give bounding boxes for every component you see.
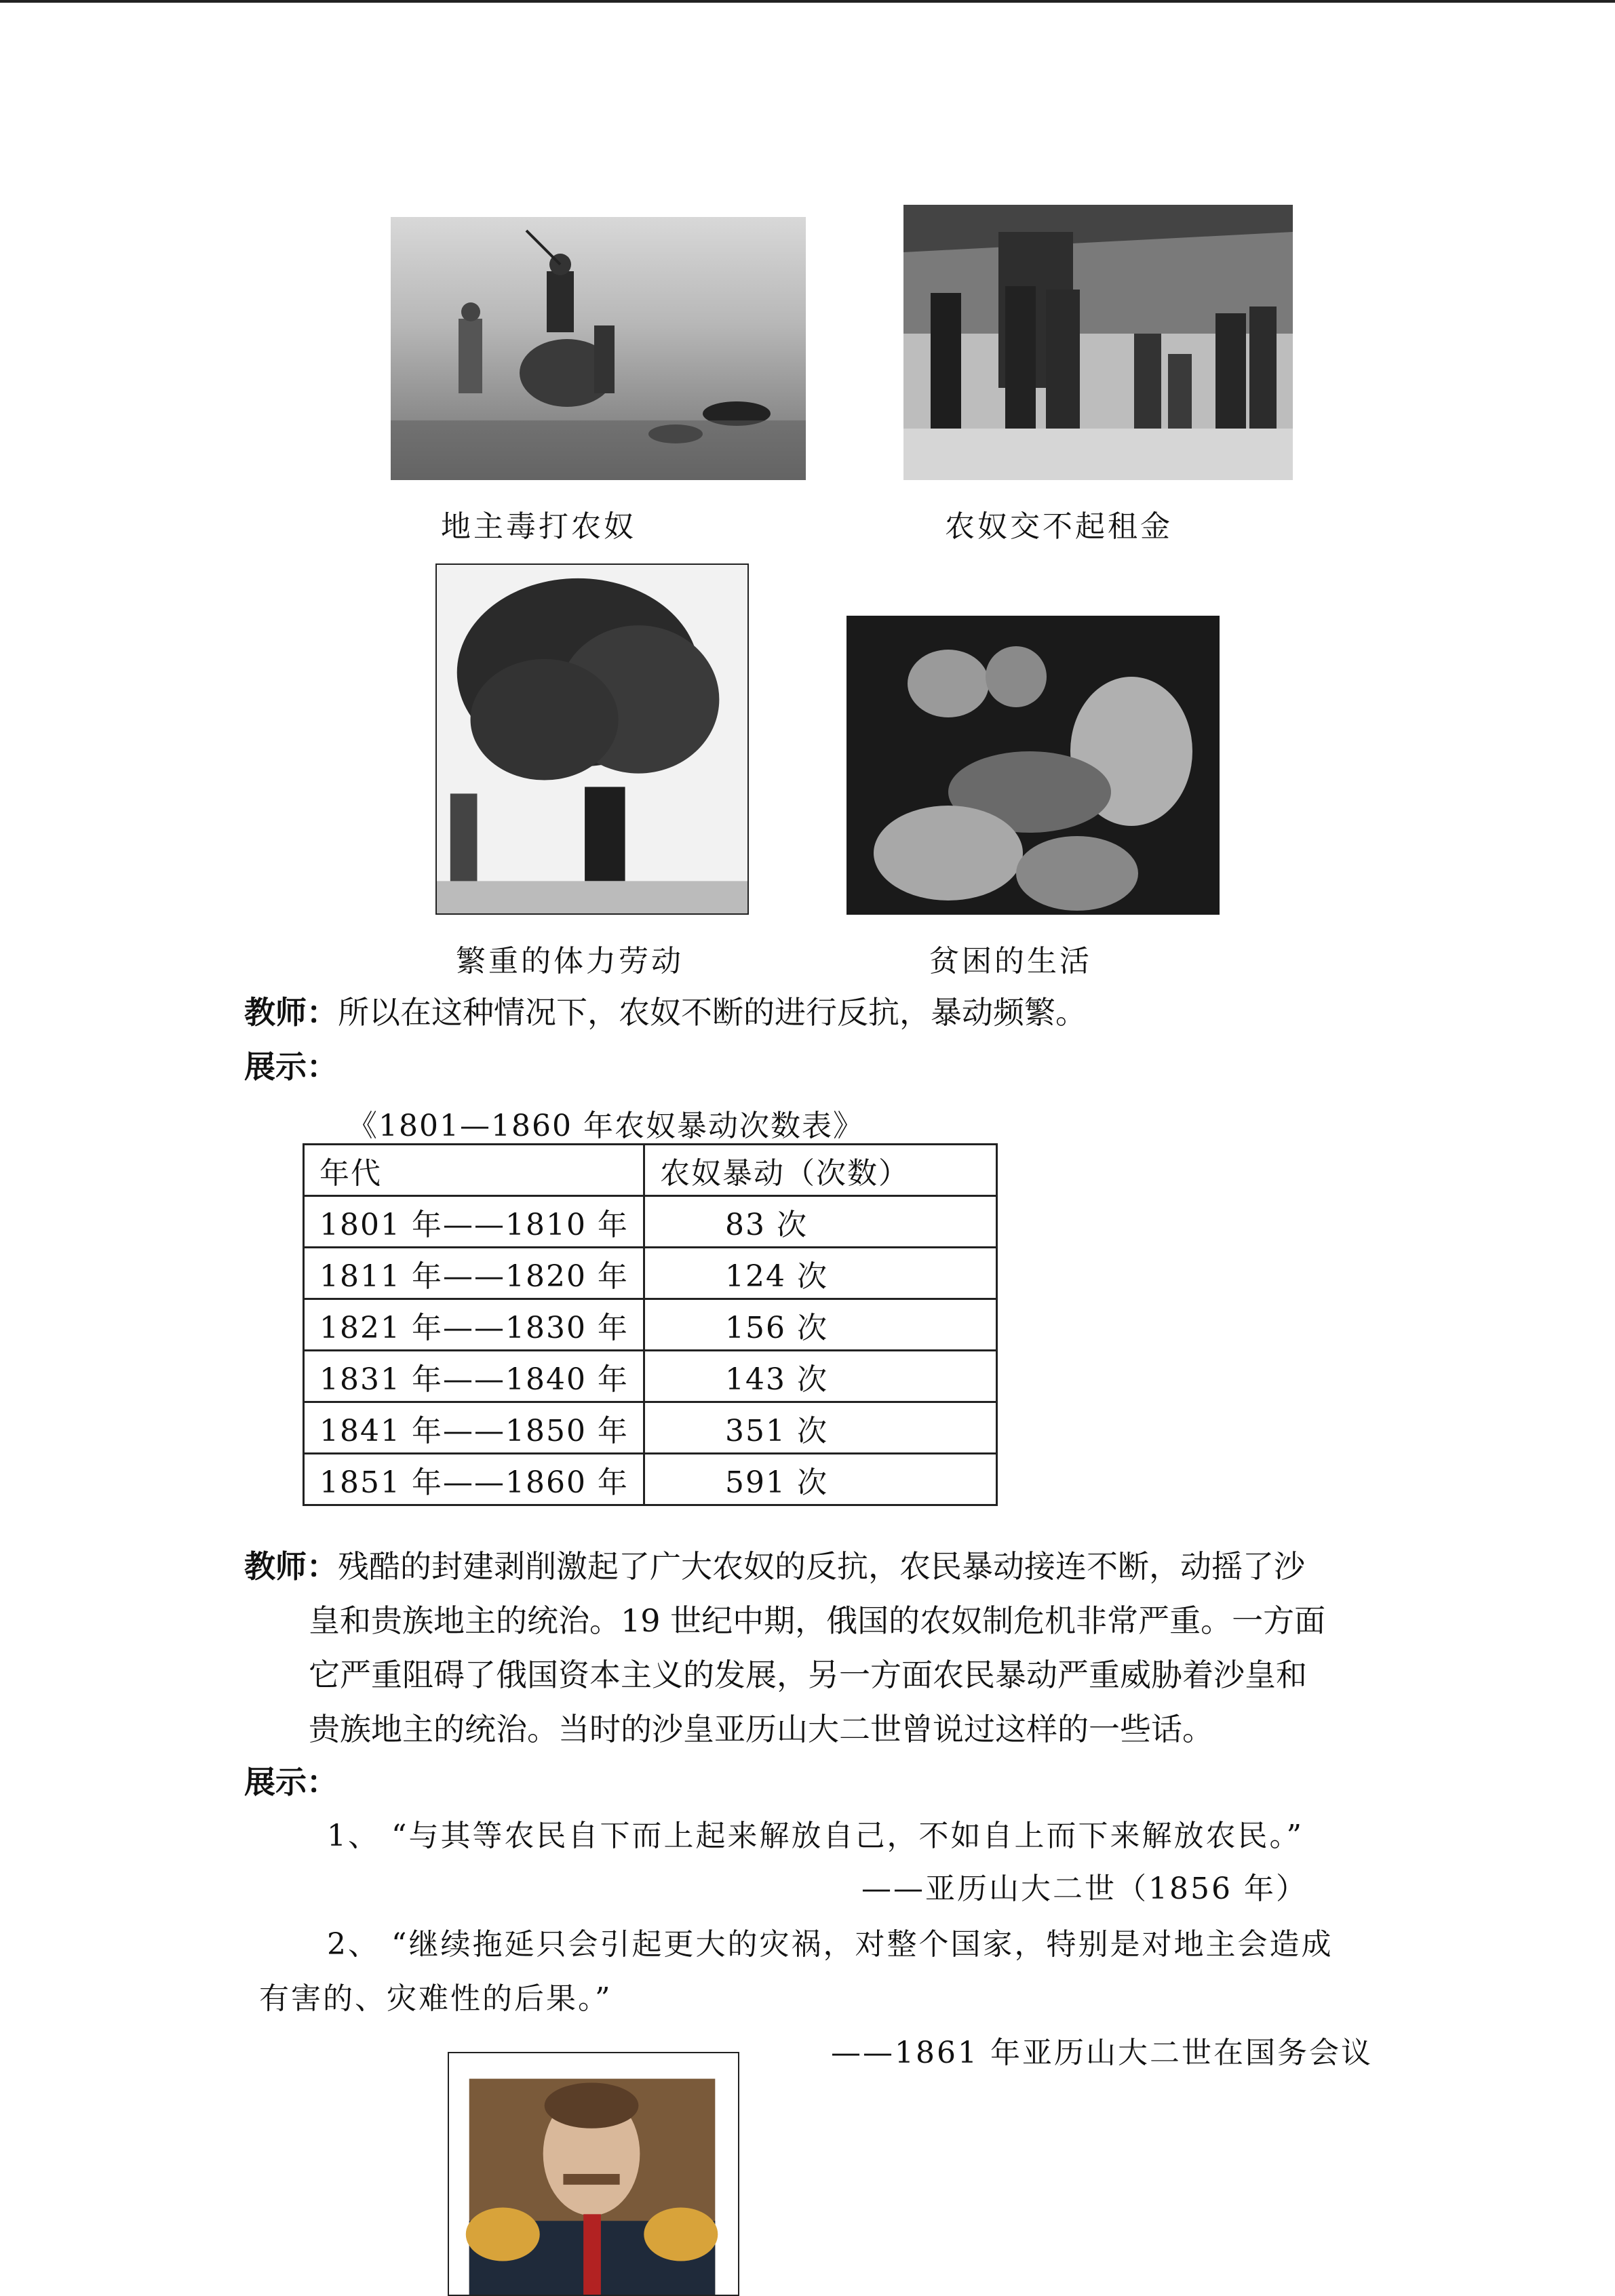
speaker-label: 教师： [244,1548,338,1585]
table-cell-count: 156 次 [644,1299,997,1351]
speaker-label: 教师： [244,994,338,1031]
photo-serfs-cannot-pay-rent [903,205,1293,480]
table-row [304,1196,997,1248]
table-row [304,1299,997,1351]
table-row [304,1351,997,1402]
table-cell-period: 1801 年——1810 年 [304,1196,644,1248]
table-cell-period: 1851 年——1860 年 [304,1454,644,1505]
table-cell-period: 1831 年——1840 年 [304,1351,644,1402]
table-cell-period: 1841 年——1850 年 [304,1402,644,1454]
photo-caption: 贫困的生活 [929,944,1092,978]
show-label: 展示： [244,1764,338,1800]
paragraph-text: 残酷的封建剥削激起了广大农奴的反抗，农民暴动接连不断，动摇了沙 [338,1548,1305,1585]
table-header-cell: 年代 [304,1145,644,1196]
quote-2: 2、 “继续拖延只会引起更大的灾祸，对整个国家，特别是对地主会造成 [327,1927,1334,1962]
portrait-alexander-ii [448,2052,739,2296]
serf-uprising-table [303,1143,998,1506]
quote-1: 1、 “与其等农民自下而上起来解放自己，不如自上而下来解放农民。” [327,1819,1304,1853]
table-cell-count: 351 次 [644,1402,997,1454]
table-cell-period: 1821 年——1830 年 [304,1299,644,1351]
photo-landlord-beating-serf [391,217,806,480]
photo-caption: 繁重的体力劳动 [456,944,684,978]
table-cell-count: 83 次 [644,1196,997,1248]
table-cell-count: 124 次 [644,1248,997,1299]
photo-caption: 农奴交不起租金 [945,509,1173,544]
show-label: 展示： [244,1048,338,1085]
table-title: 《1801—1860 年农奴暴动次数表》 [347,1109,864,1143]
paragraph-text: 贵族地主的统治。当时的沙皇亚历山大二世曾说过这样的一些话。 [309,1711,1213,1747]
quote-2-continued: 有害的、灾难性的后果。” [259,1981,612,2016]
photo-heavy-labor [435,563,749,915]
paragraph-text: 所以在这种情况下，农奴不断的进行反抗，暴动频繁。 [338,994,1087,1031]
teacher-paragraph-1 [244,985,1087,1040]
quote-source: ——1861 年亚历山大二世在国务会议 [831,2036,1373,2070]
table-header-cell: 农奴暴动（次数） [644,1145,997,1196]
table-row [304,1454,997,1505]
table-cell-period: 1811 年——1820 年 [304,1248,644,1299]
teacher-paragraph-2 [244,1539,1305,1594]
quote-source: ——亚历山大二世（1856 年） [861,1872,1308,1906]
table-cell-count: 591 次 [644,1454,997,1505]
table-row [304,1402,997,1454]
photo-poverty-life [847,616,1220,915]
paragraph-text: 皇和贵族地主的统治。19 世纪中期，俄国的农奴制危机非常严重。一方面 [309,1602,1326,1639]
photo-caption: 地主毒打农奴 [441,509,636,544]
page-top-border [0,0,1615,3]
table-header-row [304,1145,997,1196]
paragraph-text: 它严重阻碍了俄国资本主义的发展，另一方面农民暴动严重威胁着沙皇和 [309,1657,1307,1693]
table-cell-count: 143 次 [644,1351,997,1402]
table-row [304,1248,997,1299]
